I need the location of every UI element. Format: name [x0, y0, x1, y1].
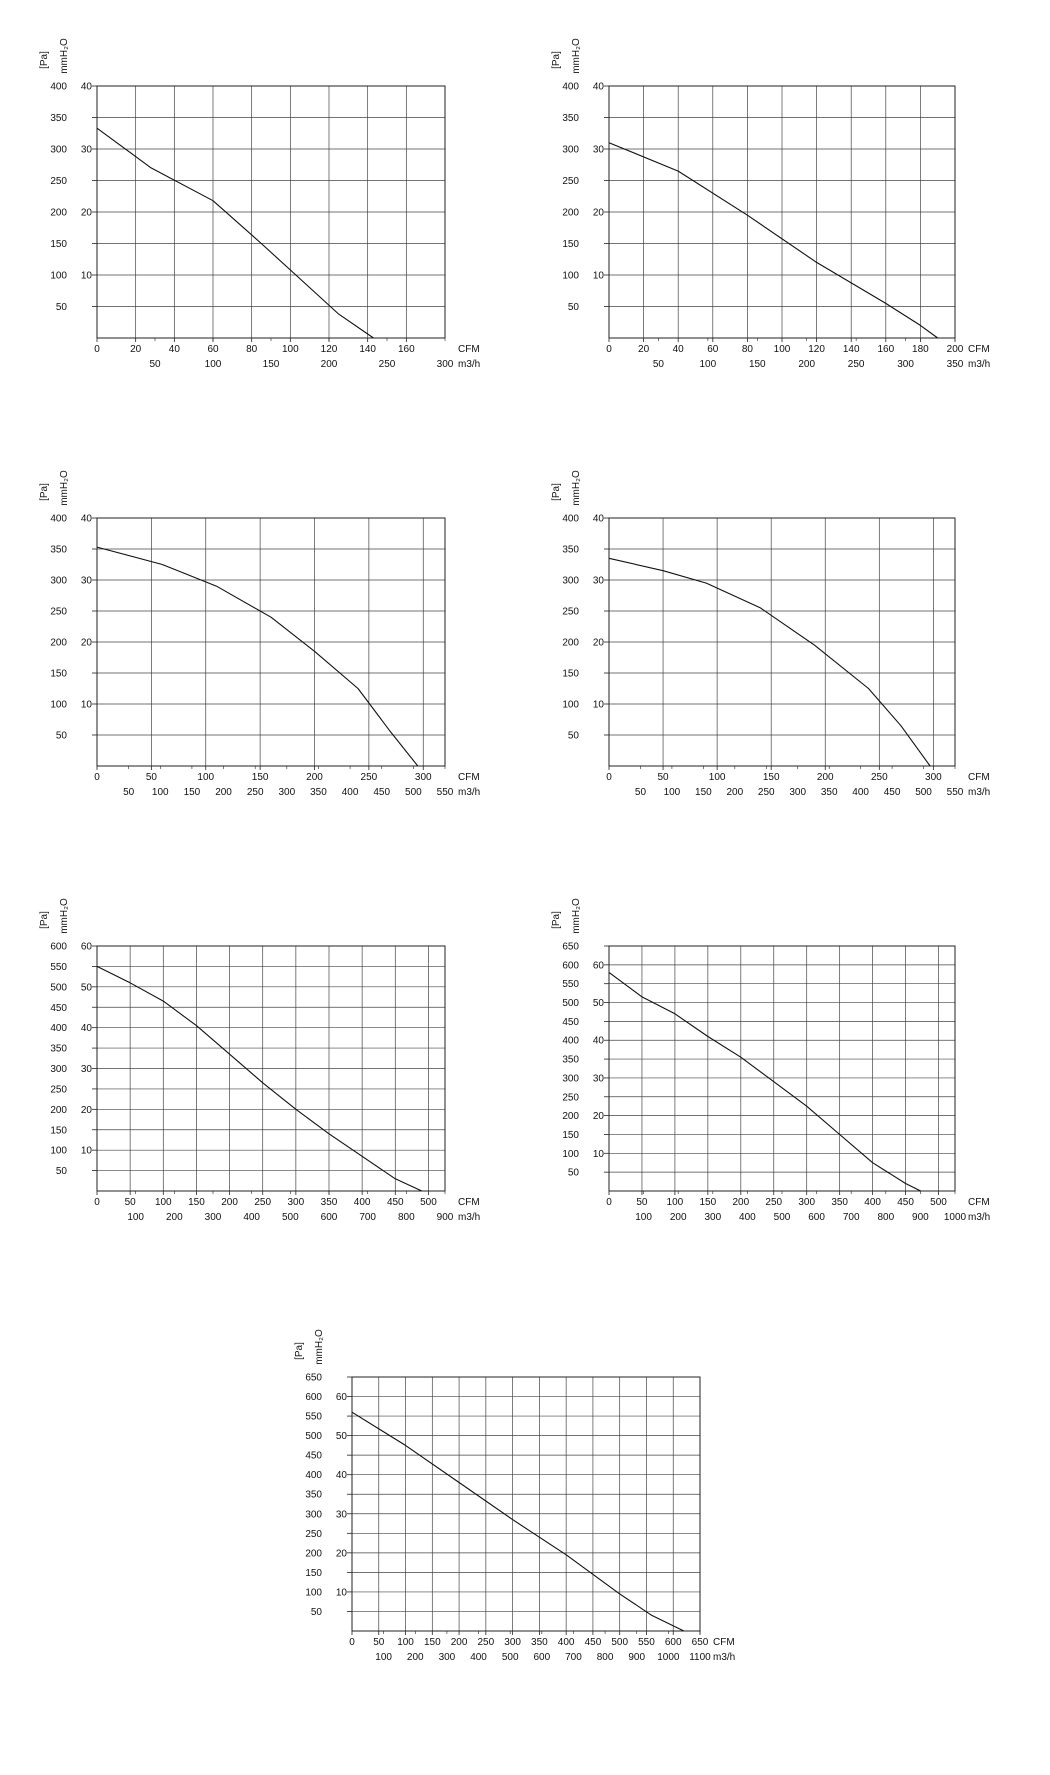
x-cfm-tick-label: 350: [531, 1637, 548, 1648]
x-m3h-tick-label: 150: [695, 787, 712, 798]
x-cfm-unit-label: CFM: [968, 772, 990, 783]
x-cfm-tick-label: 300: [925, 772, 942, 783]
x-cfm-tick-label: 400: [864, 1197, 881, 1208]
y-pa-tick-label: 400: [562, 81, 579, 93]
x-cfm-tick-label: 350: [320, 1197, 338, 1208]
y-mm-tick-label: 50: [335, 1431, 347, 1443]
x-m3h-tick-label: 1100: [689, 1652, 711, 1663]
x-cfm-tick-label: 0: [349, 1637, 355, 1648]
x-cfm-tick-label: 300: [414, 772, 432, 783]
x-m3h-tick-label: 400: [243, 1212, 261, 1223]
y-mm-tick-label: 20: [80, 637, 92, 649]
x-m3h-tick-label: 350: [310, 787, 327, 798]
x-m3h-tick-label: 900: [912, 1212, 929, 1223]
x-m3h-tick-label: 400: [470, 1652, 487, 1663]
y-pa-tick-label: 250: [50, 606, 67, 618]
y-pa-unit-label: [Pa]: [551, 483, 562, 501]
x-m3h-unit-label: m3/h: [458, 787, 481, 798]
x-cfm-tick-label: 0: [94, 344, 100, 355]
plot-frame: [352, 1377, 700, 1631]
chart-7: [294, 1329, 735, 1663]
y-mm-tick-label: 20: [80, 1104, 92, 1116]
y-pa-tick-label: 100: [562, 699, 579, 711]
x-m3h-tick-label: 400: [341, 787, 359, 798]
y-mm-tick-label: 60: [335, 1392, 347, 1404]
y-pa-tick-label: 250: [305, 1528, 322, 1540]
x-m3h-tick-label: 250: [246, 787, 264, 798]
x-m3h-tick-label: 550: [946, 787, 964, 798]
y-mm-tick-label: 50: [592, 998, 604, 1010]
x-m3h-tick-label: 100: [127, 1212, 145, 1223]
y-pa-tick-label: 200: [562, 207, 579, 219]
y-pa-tick-label: 250: [562, 1092, 579, 1104]
chart-2: [551, 38, 990, 370]
x-cfm-unit-label: CFM: [458, 772, 480, 783]
x-cfm-tick-label: 250: [254, 1197, 272, 1208]
x-m3h-tick-label: 200: [320, 359, 338, 370]
y-pa-tick-label: 250: [50, 176, 67, 187]
y-pa-tick-label: 400: [50, 1023, 67, 1035]
y-pa-tick-label: 150: [562, 668, 579, 680]
x-cfm-tick-label: 40: [672, 344, 684, 355]
x-cfm-tick-label: 650: [691, 1637, 709, 1648]
x-m3h-tick-label: 50: [149, 359, 161, 370]
x-cfm-tick-label: 120: [320, 344, 338, 355]
y-mm-tick-label: 50: [80, 982, 92, 994]
x-cfm-tick-label: 20: [638, 344, 650, 355]
x-cfm-tick-label: 140: [359, 344, 377, 355]
y-pa-tick-label: 300: [50, 144, 67, 156]
x-cfm-tick-label: 250: [477, 1637, 495, 1648]
y-mm-tick-label: 30: [335, 1509, 347, 1521]
x-m3h-tick-label: 600: [808, 1212, 825, 1223]
x-cfm-tick-label: 60: [207, 344, 219, 355]
x-m3h-tick-label: 400: [739, 1212, 756, 1223]
y-mm-tick-label: 20: [80, 207, 92, 219]
y-pa-tick-label: 300: [562, 575, 579, 587]
x-m3h-tick-label: 700: [565, 1652, 582, 1663]
y-pa-tick-label: 350: [50, 544, 67, 556]
y-pa-tick-label: 100: [562, 1148, 579, 1160]
y-mm-tick-label: 30: [592, 575, 604, 587]
x-m3h-unit-label: m3/h: [713, 1652, 736, 1663]
x-m3h-tick-label: 150: [748, 359, 766, 370]
y-pa-tick-label: 400: [50, 513, 67, 525]
x-cfm-tick-label: 50: [657, 772, 669, 783]
y-pa-tick-label: 100: [562, 270, 579, 282]
y-pa-tick-label: 150: [50, 239, 67, 250]
x-cfm-unit-label: CFM: [458, 1197, 480, 1208]
y-mm-tick-label: 40: [592, 1035, 604, 1047]
x-cfm-tick-label: 200: [450, 1637, 468, 1648]
y-pa-tick-label: 350: [50, 1043, 67, 1055]
x-m3h-tick-label: 300: [789, 787, 807, 798]
y-pa-tick-label: 200: [305, 1548, 322, 1560]
y-mm-tick-label: 10: [335, 1587, 347, 1599]
x-m3h-tick-label: 250: [378, 359, 396, 370]
y-mm-tick-label: 20: [592, 207, 604, 219]
x-cfm-tick-label: 100: [708, 772, 726, 783]
y-pa-tick-label: 200: [562, 1111, 579, 1123]
x-m3h-tick-label: 350: [820, 787, 838, 798]
y-pa-tick-label: 300: [305, 1509, 322, 1521]
y-pa-tick-label: 350: [562, 113, 579, 124]
y-pa-tick-label: 50: [310, 1606, 322, 1618]
x-m3h-tick-label: 100: [663, 787, 681, 798]
y-pa-tick-label: 200: [50, 637, 67, 649]
x-m3h-tick-label: 50: [634, 787, 647, 798]
y-pa-tick-label: 600: [562, 960, 579, 972]
x-m3h-tick-label: 500: [501, 1652, 519, 1663]
x-m3h-tick-label: 200: [406, 1652, 424, 1663]
x-cfm-tick-label: 120: [808, 344, 825, 355]
y-pa-tick-label: 150: [50, 668, 67, 680]
x-cfm-tick-label: 200: [946, 344, 964, 355]
x-cfm-tick-label: 100: [197, 772, 215, 783]
x-cfm-tick-label: 80: [246, 344, 258, 355]
x-m3h-tick-label: 200: [798, 359, 816, 370]
y-mm-tick-label: 10: [80, 1145, 92, 1157]
x-m3h-tick-label: 100: [204, 359, 222, 370]
y-pa-tick-label: 150: [562, 1129, 579, 1141]
y-pa-tick-label: 50: [567, 302, 579, 313]
y-pa-tick-label: 450: [562, 1016, 579, 1028]
x-m3h-tick-label: 450: [373, 787, 391, 798]
x-cfm-tick-label: 50: [145, 772, 157, 783]
y-pa-tick-label: 200: [50, 207, 67, 219]
x-m3h-tick-label: 50: [123, 787, 135, 798]
y-pa-unit-label: [Pa]: [551, 911, 562, 929]
x-m3h-tick-label: 700: [359, 1212, 377, 1223]
x-m3h-tick-label: 800: [596, 1652, 614, 1663]
y-pa-tick-label: 550: [50, 961, 67, 973]
x-cfm-tick-label: 100: [773, 344, 791, 355]
y-mm-tick-label: 30: [80, 144, 92, 156]
x-m3h-tick-label: 300: [278, 787, 296, 798]
x-cfm-tick-label: 550: [638, 1637, 655, 1648]
x-cfm-tick-label: 350: [831, 1197, 849, 1208]
x-m3h-tick-label: 700: [842, 1212, 860, 1223]
y-mm-tick-label: 40: [80, 1023, 92, 1035]
y-mm-tick-label: 60: [80, 941, 92, 953]
y-mm-unit-label: mmH₂O: [59, 470, 70, 506]
y-pa-tick-label: 250: [562, 176, 579, 187]
x-m3h-tick-label: 300: [897, 359, 914, 370]
x-m3h-tick-label: 300: [438, 1652, 456, 1663]
x-cfm-tick-label: 150: [423, 1637, 441, 1648]
y-pa-tick-label: 100: [305, 1587, 322, 1599]
x-cfm-tick-label: 450: [584, 1637, 602, 1648]
y-mm-tick-label: 30: [592, 1073, 604, 1085]
x-m3h-tick-label: 250: [757, 787, 775, 798]
y-pa-tick-label: 550: [305, 1411, 322, 1423]
x-m3h-tick-label: 900: [436, 1212, 454, 1223]
x-m3h-tick-label: 200: [726, 787, 744, 798]
x-cfm-tick-label: 180: [912, 344, 929, 355]
x-m3h-tick-label: 500: [405, 787, 422, 798]
y-pa-tick-label: 500: [305, 1431, 322, 1443]
y-pa-tick-label: 650: [562, 941, 579, 953]
y-mm-tick-label: 40: [80, 513, 92, 525]
x-cfm-tick-label: 250: [870, 772, 888, 783]
y-pa-tick-label: 50: [55, 1166, 67, 1178]
y-pa-tick-label: 300: [562, 144, 579, 156]
y-pa-tick-label: 500: [562, 998, 579, 1010]
y-pa-tick-label: 150: [50, 1125, 67, 1137]
y-mm-tick-label: 20: [335, 1548, 347, 1560]
x-cfm-tick-label: 0: [606, 344, 612, 355]
y-pa-tick-label: 100: [50, 1145, 67, 1157]
x-cfm-tick-label: 50: [124, 1197, 136, 1208]
y-pa-tick-label: 250: [50, 1084, 67, 1096]
chart-6: [551, 898, 990, 1223]
performance-curve: [97, 966, 422, 1191]
x-m3h-tick-label: 200: [669, 1212, 687, 1223]
y-mm-unit-label: mmH₂O: [314, 1329, 325, 1365]
x-cfm-tick-label: 300: [504, 1637, 521, 1648]
y-pa-tick-label: 100: [50, 270, 67, 282]
x-m3h-tick-label: 600: [320, 1212, 338, 1223]
y-mm-tick-label: 40: [592, 513, 604, 525]
y-pa-tick-label: 350: [50, 113, 67, 124]
y-mm-tick-label: 10: [592, 1148, 604, 1160]
x-m3h-tick-label: 100: [375, 1652, 392, 1663]
x-cfm-tick-label: 40: [168, 344, 180, 355]
y-pa-tick-label: 450: [305, 1450, 322, 1462]
y-pa-unit-label: [Pa]: [551, 51, 562, 69]
y-pa-tick-label: 600: [50, 941, 67, 953]
x-cfm-tick-label: 100: [397, 1637, 414, 1648]
x-cfm-tick-label: 500: [930, 1197, 947, 1208]
y-pa-tick-label: 400: [305, 1470, 322, 1482]
y-pa-unit-label: [Pa]: [39, 483, 50, 501]
x-m3h-tick-label: 200: [165, 1212, 183, 1223]
y-pa-unit-label: [Pa]: [294, 1342, 305, 1360]
y-pa-tick-label: 600: [305, 1392, 322, 1404]
x-m3h-tick-label: 500: [281, 1212, 299, 1223]
x-m3h-unit-label: m3/h: [458, 359, 481, 370]
y-pa-tick-label: 200: [562, 637, 579, 649]
y-pa-tick-label: 400: [562, 513, 579, 525]
x-cfm-tick-label: 80: [741, 344, 753, 355]
x-cfm-tick-label: 400: [557, 1637, 575, 1648]
x-cfm-tick-label: 100: [281, 344, 299, 355]
y-pa-tick-label: 550: [562, 979, 579, 991]
x-cfm-tick-label: 300: [798, 1197, 816, 1208]
x-cfm-unit-label: CFM: [458, 344, 480, 355]
x-m3h-tick-label: 100: [699, 359, 717, 370]
x-cfm-tick-label: 450: [386, 1197, 404, 1208]
x-m3h-tick-label: 900: [628, 1652, 646, 1663]
x-cfm-unit-label: CFM: [968, 344, 990, 355]
y-mm-tick-label: 60: [592, 960, 604, 972]
y-pa-tick-label: 300: [50, 1064, 67, 1075]
x-cfm-tick-label: 50: [636, 1197, 648, 1208]
y-mm-tick-label: 20: [592, 1111, 604, 1123]
x-cfm-tick-label: 0: [606, 1197, 612, 1208]
x-m3h-tick-label: 200: [215, 787, 232, 798]
x-cfm-tick-label: 600: [664, 1637, 682, 1648]
x-cfm-tick-label: 50: [373, 1637, 385, 1648]
y-mm-tick-label: 40: [592, 81, 604, 93]
y-pa-tick-label: 350: [562, 1054, 579, 1066]
x-m3h-tick-label: 50: [652, 359, 664, 370]
x-cfm-tick-label: 0: [94, 772, 100, 783]
y-pa-tick-label: 50: [567, 1167, 579, 1179]
y-mm-tick-label: 20: [592, 637, 604, 649]
x-m3h-unit-label: m3/h: [968, 359, 991, 370]
performance-curve: [609, 972, 921, 1191]
x-cfm-tick-label: 0: [94, 1197, 100, 1208]
y-mm-tick-label: 30: [592, 144, 604, 156]
x-cfm-tick-label: 250: [360, 772, 378, 783]
x-m3h-unit-label: m3/h: [968, 1212, 991, 1223]
x-cfm-tick-label: 20: [130, 344, 142, 355]
x-cfm-unit-label: CFM: [968, 1197, 990, 1208]
x-cfm-tick-label: 160: [877, 344, 895, 355]
y-pa-tick-label: 300: [50, 575, 67, 587]
x-m3h-tick-label: 800: [877, 1212, 895, 1223]
y-pa-tick-label: 50: [55, 730, 67, 742]
y-pa-tick-label: 650: [305, 1372, 322, 1384]
x-m3h-tick-label: 800: [397, 1212, 415, 1223]
y-pa-unit-label: [Pa]: [39, 911, 50, 929]
y-pa-tick-label: 350: [305, 1489, 322, 1501]
x-m3h-tick-label: 100: [151, 787, 169, 798]
x-cfm-tick-label: 150: [699, 1197, 717, 1208]
x-cfm-unit-label: CFM: [713, 1637, 735, 1648]
y-pa-tick-label: 450: [50, 1002, 67, 1014]
y-pa-tick-label: 350: [562, 544, 579, 556]
x-m3h-tick-label: 350: [946, 359, 964, 370]
y-mm-unit-label: mmH₂O: [571, 898, 582, 934]
y-pa-tick-label: 50: [567, 730, 579, 742]
y-mm-unit-label: mmH₂O: [59, 898, 70, 934]
y-mm-tick-label: 40: [80, 81, 92, 93]
x-m3h-tick-label: 600: [533, 1652, 551, 1663]
x-m3h-tick-label: 450: [883, 787, 901, 798]
y-mm-tick-label: 10: [592, 699, 604, 711]
performance-curve: [352, 1412, 684, 1631]
x-cfm-tick-label: 150: [762, 772, 780, 783]
x-m3h-tick-label: 150: [262, 359, 280, 370]
x-cfm-tick-label: 400: [353, 1197, 371, 1208]
x-m3h-tick-label: 1000: [943, 1212, 967, 1223]
x-cfm-tick-label: 150: [251, 772, 269, 783]
x-m3h-unit-label: m3/h: [458, 1212, 481, 1223]
x-cfm-tick-label: 0: [606, 772, 612, 783]
y-pa-tick-label: 250: [562, 606, 579, 618]
x-cfm-tick-label: 200: [306, 772, 323, 783]
y-pa-tick-label: 400: [562, 1035, 579, 1047]
y-mm-unit-label: mmH₂O: [59, 38, 70, 74]
x-m3h-unit-label: m3/h: [968, 787, 991, 798]
x-m3h-tick-label: 300: [204, 1212, 222, 1223]
x-cfm-tick-label: 150: [188, 1197, 205, 1208]
y-pa-tick-label: 100: [50, 699, 67, 711]
x-m3h-tick-label: 400: [852, 787, 869, 798]
chart-5: [39, 898, 480, 1223]
x-m3h-tick-label: 150: [183, 787, 201, 798]
x-cfm-tick-label: 500: [420, 1197, 437, 1208]
x-cfm-tick-label: 500: [611, 1637, 629, 1648]
x-cfm-tick-label: 200: [816, 772, 834, 783]
y-mm-unit-label: mmH₂O: [571, 470, 582, 506]
x-cfm-tick-label: 100: [154, 1197, 172, 1208]
y-pa-tick-label: 500: [50, 982, 67, 994]
performance-curve: [609, 143, 938, 338]
y-mm-unit-label: mmH₂O: [571, 38, 582, 74]
y-pa-tick-label: 200: [50, 1104, 67, 1116]
x-cfm-tick-label: 160: [397, 344, 415, 355]
x-m3h-tick-label: 250: [847, 359, 865, 370]
y-pa-unit-label: [Pa]: [39, 51, 50, 69]
x-cfm-tick-label: 250: [765, 1197, 783, 1208]
x-cfm-tick-label: 450: [897, 1197, 914, 1208]
y-mm-tick-label: 30: [80, 1064, 92, 1075]
y-pa-tick-label: 400: [50, 81, 67, 93]
y-pa-tick-label: 150: [562, 239, 579, 250]
x-m3h-tick-label: 500: [773, 1212, 791, 1223]
y-pa-tick-label: 150: [305, 1567, 322, 1579]
plot-frame: [609, 946, 955, 1191]
x-cfm-tick-label: 60: [707, 344, 719, 355]
x-m3h-tick-label: 300: [704, 1212, 722, 1223]
x-cfm-tick-label: 200: [732, 1197, 750, 1208]
y-mm-tick-label: 40: [335, 1470, 347, 1482]
y-mm-tick-label: 10: [80, 270, 92, 282]
x-cfm-tick-label: 300: [287, 1197, 305, 1208]
y-mm-tick-label: 10: [592, 270, 604, 282]
y-mm-tick-label: 30: [80, 575, 92, 587]
chart-3: [39, 470, 480, 798]
x-m3h-tick-label: 300: [436, 359, 454, 370]
chart-4: [551, 470, 990, 798]
x-cfm-tick-label: 200: [221, 1197, 238, 1208]
x-m3h-tick-label: 550: [436, 787, 454, 798]
y-pa-tick-label: 300: [562, 1073, 579, 1085]
x-cfm-tick-label: 100: [666, 1197, 684, 1208]
x-m3h-tick-label: 100: [635, 1212, 652, 1223]
chart-1: [39, 38, 480, 370]
x-m3h-tick-label: 500: [915, 787, 932, 798]
y-pa-tick-label: 50: [55, 302, 67, 313]
x-cfm-tick-label: 140: [842, 344, 860, 355]
y-mm-tick-label: 10: [80, 699, 92, 711]
x-m3h-tick-label: 1000: [657, 1652, 680, 1663]
